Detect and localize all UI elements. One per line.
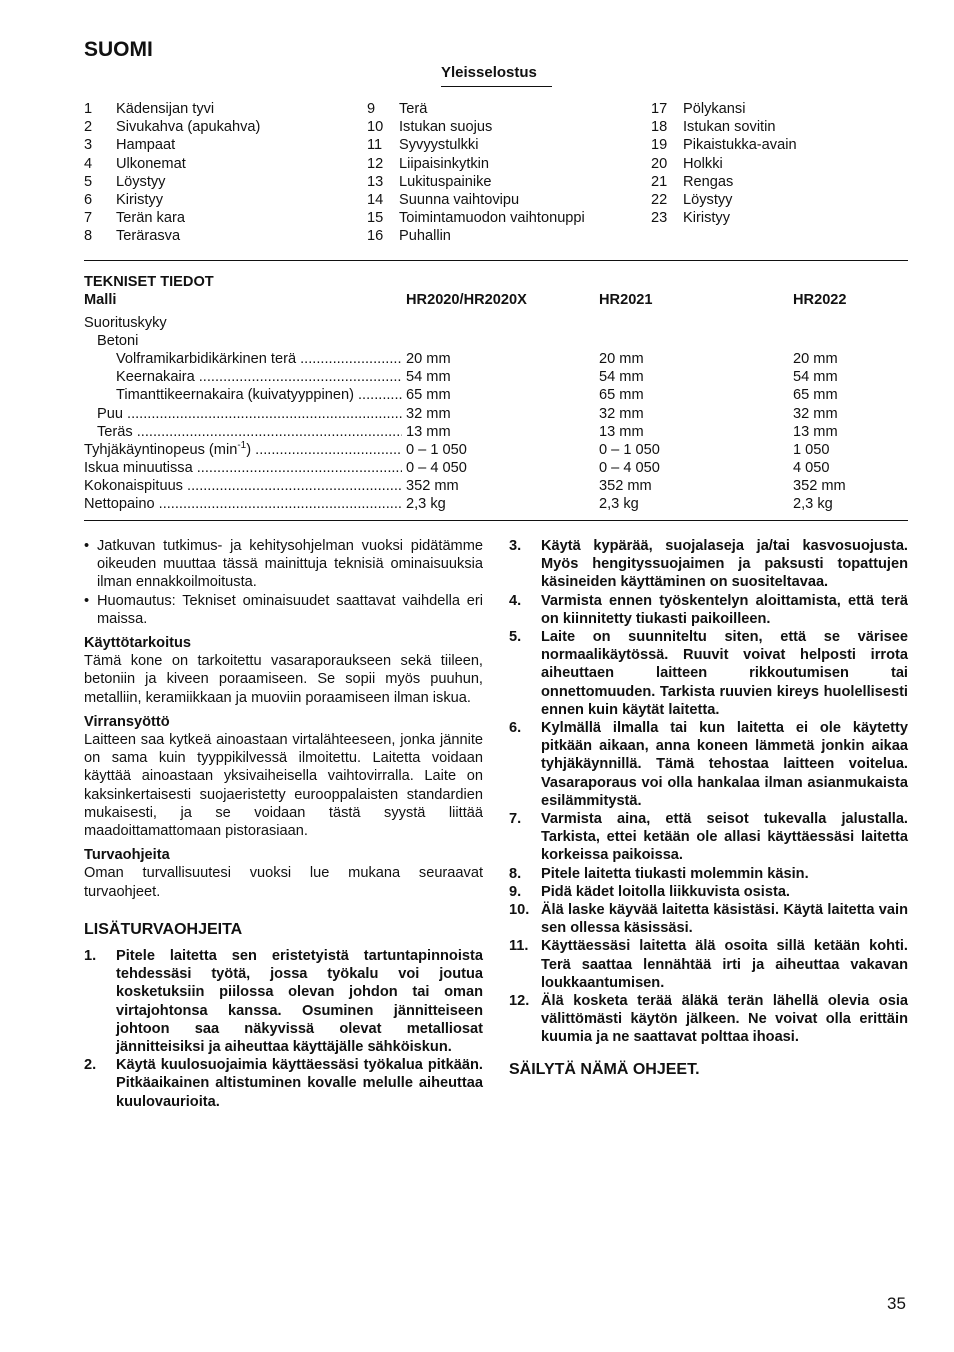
specs-value: 2,3 kg xyxy=(599,496,639,512)
part-label: Terärasva xyxy=(116,228,181,245)
specs-model-2: HR2021 xyxy=(599,292,653,308)
specs-capacity-label: Suorituskyky xyxy=(84,315,167,331)
safety-rule-item xyxy=(509,883,908,901)
specs-value: 2,3 kg xyxy=(406,496,446,512)
specs-row xyxy=(0,495,954,513)
part-number: 12 xyxy=(367,155,384,172)
parts-list-item xyxy=(84,118,260,136)
safety-rule-number: 8. xyxy=(509,865,522,882)
specs-row xyxy=(0,368,954,386)
note-text: Huomautus: Tekniset ominaisuudet saattavat vaihdella eri maissa. xyxy=(97,592,483,627)
specs-row-label-text: Tyhjäkäyntinopeus (min xyxy=(84,442,238,458)
specs-value: 32 mm xyxy=(406,406,451,422)
part-label: Hampaat xyxy=(116,137,176,154)
specs-concrete-label: Betoni xyxy=(97,333,139,349)
specs-title: TEKNISET TIEDOT xyxy=(84,274,214,290)
specs-value: 352 mm xyxy=(599,478,652,494)
specs-top-divider xyxy=(84,260,908,261)
specs-value: 54 mm xyxy=(599,369,644,385)
safety-rule-text: Pidä kädet loitolla liikkuvista osista. xyxy=(541,883,790,900)
parts-list-item xyxy=(367,191,585,209)
specs-value: 1 050 xyxy=(793,442,830,458)
specs-row xyxy=(0,477,954,495)
part-label: Liipaisinkytkin xyxy=(399,155,490,172)
part-label: Holkki xyxy=(683,155,723,172)
safety-rule-text: Käytä kuulosuojaimia käyttäessäsi työkalua pitkään. Pitkäaikainen altistuminen kovalle melulle aiheuttaa kuulovaurioita. xyxy=(116,1057,483,1110)
specs-row-label: Keernakaira ..... xyxy=(116,368,402,386)
part-label: Kiristyy xyxy=(683,210,731,227)
part-label: Lukituspainike xyxy=(399,173,492,190)
part-label: Suunna vaihtovipu xyxy=(399,191,520,208)
parts-list-item xyxy=(367,209,585,227)
safety-rule-text: Pitele laitetta sen eristetyistä tartuntapinnoista tehdessäsi työtä, jossa työkalu voi joutua kosketuksiin piilossa olevan johdon tai oman virtajohtonsa kanssa. Osuminen jännitteiseen johtoon saa näkyvissä olevat metalliosat jännitteisiksi ja aiheuttaa käyttäjälle sähköiskun. xyxy=(116,948,483,1056)
part-number: 19 xyxy=(651,137,668,154)
part-number: 13 xyxy=(367,173,384,190)
parts-list-item xyxy=(651,155,797,173)
part-number: 11 xyxy=(367,137,383,154)
safety-rule-item xyxy=(509,810,908,865)
specs-value: 2,3 kg xyxy=(793,496,833,512)
safety-rule-number: 10. xyxy=(509,902,530,919)
part-label: Pölykansi xyxy=(683,101,746,117)
safety-rule-text: Älä laske käyvää laitetta käsistäsi. Käytä laitetta vain sen ollessa käsissäsi. xyxy=(541,902,908,937)
part-label: Kädensijan tyvi xyxy=(116,101,215,117)
safety-rule-text: Käyttäessäsi laitetta älä osoita sillä ketään kohti. Terä saattaa lennähtää irti ja aiheuttaa vakavan loukkaantumisen. xyxy=(541,938,908,991)
parts-list-item xyxy=(367,100,585,118)
save-instructions-heading: SÄILYTÄ NÄMÄ OHJEET. xyxy=(509,1060,700,1078)
specs-model-label: Malli xyxy=(84,292,117,308)
part-label: Pikaistukka-avain xyxy=(683,137,797,154)
specs-value: 20 mm xyxy=(793,351,838,367)
note-item xyxy=(84,592,483,628)
part-number: 15 xyxy=(367,210,384,227)
parts-list-item xyxy=(651,100,797,118)
specs-value: 352 mm xyxy=(793,478,846,494)
safety-rule-number: 12. xyxy=(509,993,530,1010)
intended-use-title: Käyttötarkoitus xyxy=(84,635,192,652)
part-number: 14 xyxy=(367,191,384,208)
part-number: 6 xyxy=(84,191,93,208)
safety-rule-number: 5. xyxy=(509,629,522,646)
specs-row-label: Volframikarbidikärkinen terä ..... xyxy=(116,350,402,368)
part-label: Rengas xyxy=(683,173,734,190)
part-number: 20 xyxy=(651,155,668,172)
right-text-column xyxy=(509,537,908,1079)
parts-list-item xyxy=(367,118,585,136)
specs-value: 13 mm xyxy=(793,424,838,440)
specs-row-label: Kokonaispituus ..... xyxy=(84,477,402,495)
part-number: 23 xyxy=(651,210,668,227)
part-number: 3 xyxy=(84,137,93,154)
safety-rule-item xyxy=(509,628,908,719)
intended-use-text: Tämä kone on tarkoitettu vasaraporaukseen sekä tiileen, betoniin ja kiveen poraamiseen. Se sopii myös puuhun, metalliin, keramiikkaan ja muoviin poraamiseen ilman iskua. xyxy=(84,653,483,706)
parts-list-item xyxy=(367,136,585,154)
part-number: 8 xyxy=(84,228,93,245)
part-label: Puhallin xyxy=(399,228,451,245)
specs-value: 13 mm xyxy=(406,424,451,440)
part-number: 22 xyxy=(651,191,668,208)
part-label: Syvyystulkki xyxy=(399,137,479,154)
specs-row xyxy=(0,350,954,368)
parts-list-item xyxy=(84,100,260,118)
specs-value: 54 mm xyxy=(406,369,451,385)
specs-row-label-superscript: -1 xyxy=(237,441,247,451)
safety-rule-text: Älä kosketa terää äläkä terän lähellä olevia osia välittömästi käytön jälkeen. Ne voivat olla erittäin kuumia ja ne saattavat polttaa ihoasi. xyxy=(541,993,908,1046)
safety-rule-text: Pitele laitetta tiukasti molemmin käsin. xyxy=(541,865,809,882)
bullet-icon: • xyxy=(84,592,90,609)
safety-rule-text: Varmista ennen työskentelyn aloittamista, että terä on kiinnitetty tiukasti paikoilleen. xyxy=(541,592,908,627)
parts-list-column-2 xyxy=(367,100,585,246)
safety-rule-number: 4. xyxy=(509,592,522,609)
specs-bottom-divider xyxy=(84,520,908,521)
parts-list-item xyxy=(84,136,260,154)
specs-value: 32 mm xyxy=(599,406,644,422)
part-number: 4 xyxy=(84,155,93,172)
safety-rule-number: 6. xyxy=(509,720,522,737)
safety-rule-number: 2. xyxy=(84,1057,97,1074)
specs-row-label xyxy=(84,441,402,459)
bullet-icon: • xyxy=(84,538,90,554)
parts-list-column-3 xyxy=(651,100,797,227)
part-number: 7 xyxy=(84,210,93,227)
safety-rule-number: 1. xyxy=(84,948,97,965)
part-number: 21 xyxy=(651,173,668,190)
part-number: 1 xyxy=(84,101,93,117)
safety-rule-item xyxy=(84,1056,483,1111)
part-label: Löystyy xyxy=(683,191,733,208)
part-number: 10 xyxy=(367,119,384,136)
safety-rule-item xyxy=(509,992,908,1047)
safety-rule-item xyxy=(509,537,908,592)
specs-row-label: Iskua minuutissa ..... xyxy=(84,459,402,477)
left-text-column xyxy=(84,537,483,1111)
power-supply-text: Laitteen saa kytkeä ainoastaan virtalähteeseen, jonka jännite on sama kuin tyyppikilvessä ilmoitettu. Laitetta voidaan käyttää ainoastaan yksivaiheisella vaihtovirralla. Laite on kaksinkertaisesti suojaeristetty eurooppalaisten standardien mukaisesti, ja se voidaan tästä syystä liittää maadoittamattomaan pistorasiaan. xyxy=(84,732,483,840)
parts-list-item xyxy=(651,118,797,136)
safety-text: Oman turvallisuutesi vuoksi lue mukana seuraavat turvaohjeet. xyxy=(84,865,483,900)
specs-value: 20 mm xyxy=(599,351,644,367)
specs-row xyxy=(0,423,954,441)
specs-row xyxy=(0,386,954,404)
specs-row-label: Teräs ..... xyxy=(97,423,402,441)
specs-row-label: Nettopaino ..... xyxy=(84,495,402,513)
parts-list-column-1 xyxy=(84,100,260,246)
part-number: 16 xyxy=(367,228,384,245)
safety-rule-text: Käytä kypärää, suojalaseja ja/tai kasvosuojusta. Myös hengityssuojaimen ja paksusti topattujen käsineiden käyttäminen on suositeltavaa. xyxy=(541,538,908,591)
part-number: 2 xyxy=(84,119,93,136)
specs-value: 65 mm xyxy=(793,387,838,403)
safety-rule-item xyxy=(84,947,483,1056)
parts-list-item xyxy=(651,209,797,227)
specs-row-label-end: ) xyxy=(246,442,252,458)
part-label: Sivukahva (apukahva) xyxy=(116,119,261,136)
part-number: 9 xyxy=(367,101,376,117)
specs-model-3: HR2022 xyxy=(793,292,847,308)
safety-title: Turvaohjeita xyxy=(84,847,170,864)
specs-row-label: Puu ..... xyxy=(97,405,402,423)
parts-list-item xyxy=(651,173,797,191)
part-label: Terä xyxy=(399,101,428,117)
part-label: Ulkonemat xyxy=(116,155,186,172)
specs-value: 54 mm xyxy=(793,369,838,385)
part-label: Toimintamuodon vaihtonuppi xyxy=(399,210,585,227)
safety-rule-text: Varmista aina, että seisot tukevalla jalustalla. Tarkista, ettei ketään ole allasi käyttäessäsi laitetta korkeissa paikoissa. xyxy=(541,811,908,864)
part-label: Löystyy xyxy=(116,173,166,190)
safety-rule-number: 9. xyxy=(509,883,522,900)
parts-list-item xyxy=(84,227,260,245)
overview-title: Yleisselostus xyxy=(441,64,552,87)
specs-value: 4 050 xyxy=(793,460,830,476)
parts-list-item xyxy=(84,191,260,209)
specs-value: 0 – 1 050 xyxy=(599,442,660,458)
part-label: Istukan sovitin xyxy=(683,119,776,136)
safety-rule-number: 11. xyxy=(509,938,529,955)
specs-value: 20 mm xyxy=(406,351,451,367)
page-language-heading: SUOMI xyxy=(84,38,153,61)
part-number: 17 xyxy=(651,101,668,117)
safety-rule-item xyxy=(509,937,908,992)
parts-list-item xyxy=(84,155,260,173)
specs-value: 0 – 1 050 xyxy=(406,442,467,458)
page-number: 35 xyxy=(887,1294,906,1313)
parts-list-item xyxy=(367,155,585,173)
note-text: Jatkuvan tutkimus- ja kehitysohjelman vuoksi pidätämme oikeuden muuttaa tässä mainittuja teknisiä ominaisuuksia ilman ennakkoilmoitusta. xyxy=(97,538,483,591)
specs-value: 0 – 4 050 xyxy=(599,460,660,476)
specs-value: 0 – 4 050 xyxy=(406,460,467,476)
safety-rule-item xyxy=(509,592,908,628)
specs-value: 13 mm xyxy=(599,424,644,440)
specs-value: 352 mm xyxy=(406,478,459,494)
safety-rule-item xyxy=(509,719,908,810)
parts-list-item xyxy=(367,173,585,191)
power-supply-title: Virransyöttö xyxy=(84,713,170,730)
part-number: 18 xyxy=(651,119,668,136)
safety-rule-number: 7. xyxy=(509,811,522,828)
parts-list-item xyxy=(84,209,260,227)
additional-safety-heading: LISÄTURVAOHJEITA xyxy=(84,920,243,938)
specs-value: 65 mm xyxy=(406,387,451,403)
specs-row xyxy=(0,459,954,477)
specs-value: 65 mm xyxy=(599,387,644,403)
parts-list-item xyxy=(367,227,585,245)
safety-rule-text: Laite on suunniteltu siten, että se värisee normaalikäytössä. Ruuvit voivat helposti irrota aiheuttaen laitteen rikkoutumisen tai onnettomuuden. Tarkista ruuvien kireys huolellisesti ennen kuin käytät laitetta. xyxy=(541,629,908,718)
specs-value: 32 mm xyxy=(793,406,838,422)
specs-row-label: Timanttikeernakaira (kuivatyyppinen) ..... xyxy=(116,386,402,404)
safety-rule-text: Kylmällä ilmalla tai kun laitetta ei ole käytetty pitkään aikaan, anna koneen lämmetä jonkin aikaa tyhjäkäynnillä. Tämä tehostaa laitteen voitelua. Vasaraporaus voi olla hankalaa ilman asianmukaista esilämmitystä. xyxy=(541,720,908,809)
parts-list-item xyxy=(84,173,260,191)
note-item xyxy=(84,537,483,592)
specs-row xyxy=(0,441,954,459)
safety-rule-number: 3. xyxy=(509,538,522,554)
part-number: 5 xyxy=(84,173,93,190)
parts-list-item xyxy=(651,136,797,154)
part-label: Terän kara xyxy=(116,210,185,227)
safety-rule-item xyxy=(509,865,908,883)
specs-row xyxy=(0,405,954,423)
safety-rule-item xyxy=(509,901,908,937)
part-label: Istukan suojus xyxy=(399,119,493,136)
part-label: Kiristyy xyxy=(116,191,164,208)
parts-list-item xyxy=(651,191,797,209)
specs-model-1: HR2020/HR2020X xyxy=(406,292,527,308)
